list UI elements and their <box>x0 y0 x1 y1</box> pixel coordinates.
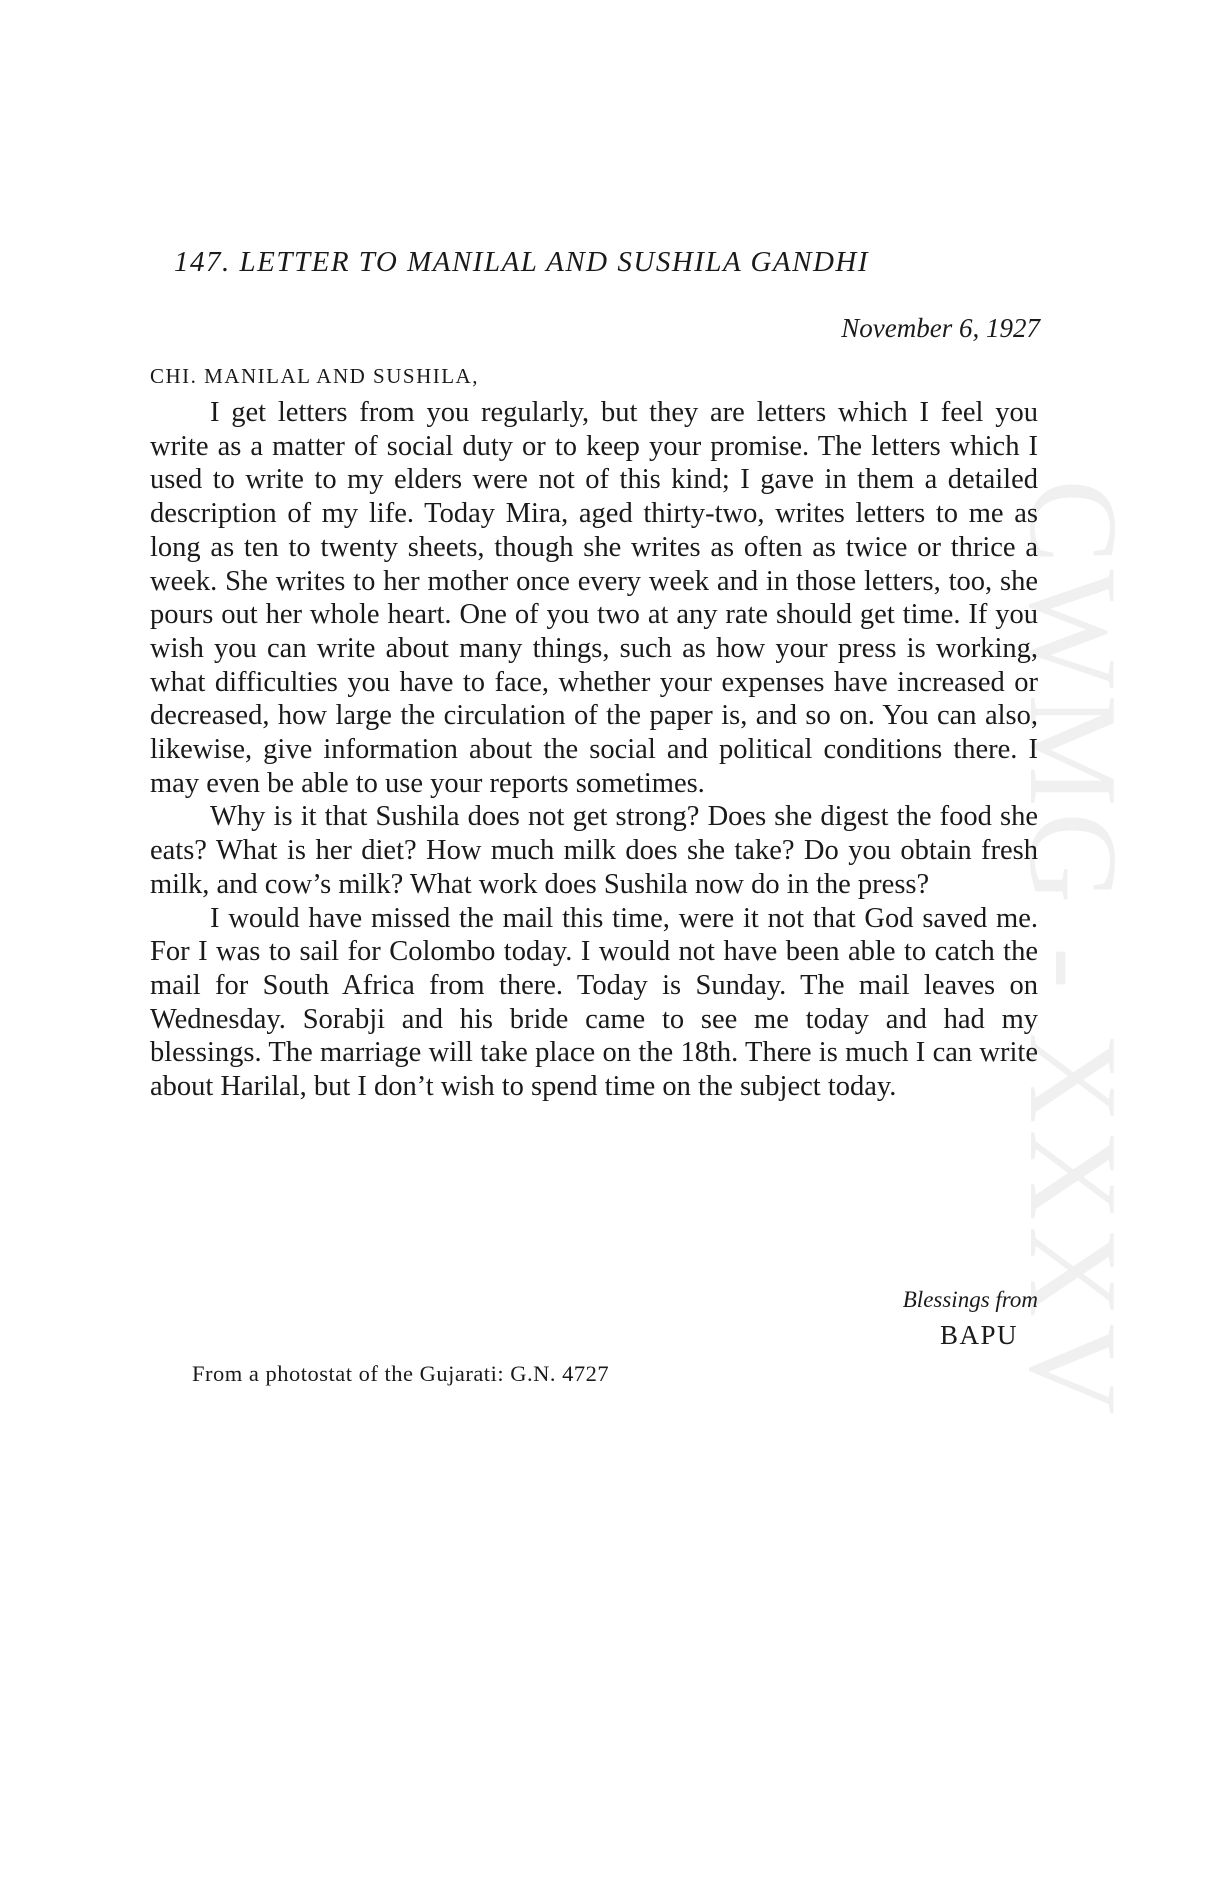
paragraph-3: I would have missed the mail this time, were it not that God saved me. For I was to sail for Colombo today. I would not have been able to catch the mail for South Africa from there. Today is Sunday. The mail leaves on Wednesday. Sorabji and his bride came to see me today and had my blessings. The marriage will take place on the 18th. There is much I can write about Harilal, but I don’t wish to spend time on the subject today. <box>150 902 1038 1103</box>
letter-closing <box>903 1283 1038 1353</box>
paragraph-2: Why is it that Sushila does not get strong? Does she digest the food she eats? What is her diet? How much milk does she take? Do you obtain fresh milk, and cow’s milk? What work does Sushila now do in the press? <box>150 801 1038 900</box>
letter-body <box>150 396 1038 1104</box>
closing-signer: BAPU <box>939 1320 1018 1350</box>
closing-blessing: Blessings from <box>902 1287 1038 1312</box>
paragraph-1: I get letters from you regularly, but they are letters which I feel you write as a matter of social duty or to keep your promise. The letters which I used to write to my elders were not of this kind; I gave in them a detailed description of my life. Today Mira, aged thirty-two, writes letters to me as long as ten to twenty sheets, though she writes as often as twice or thrice a week. She writes to her mother once every week and in those letters, too, she pours out her whole heart. One of you two at any rate should get time. If you wish you can write about many things, such as how your press is working, what difficulties you have to face, whether your expenses have increased or decreased, how large the circulation of the paper is, and so on. You can also, likewise, give information about the social and political conditions there. I may even be able to use your reports sometimes. <box>150 397 1038 799</box>
letter-date: November 6, 1927 <box>841 313 1040 343</box>
salutation: CHI. MANILAL AND SUSHILA, <box>150 364 479 388</box>
letter-heading: 147. LETTER TO MANILAL AND SUSHILA GANDHI <box>174 246 870 278</box>
source-note: From a photostat of the Gujarati: G.N. 4727 <box>192 1361 610 1386</box>
watermark-text: CWMG - XXXV <box>1003 479 1142 1421</box>
